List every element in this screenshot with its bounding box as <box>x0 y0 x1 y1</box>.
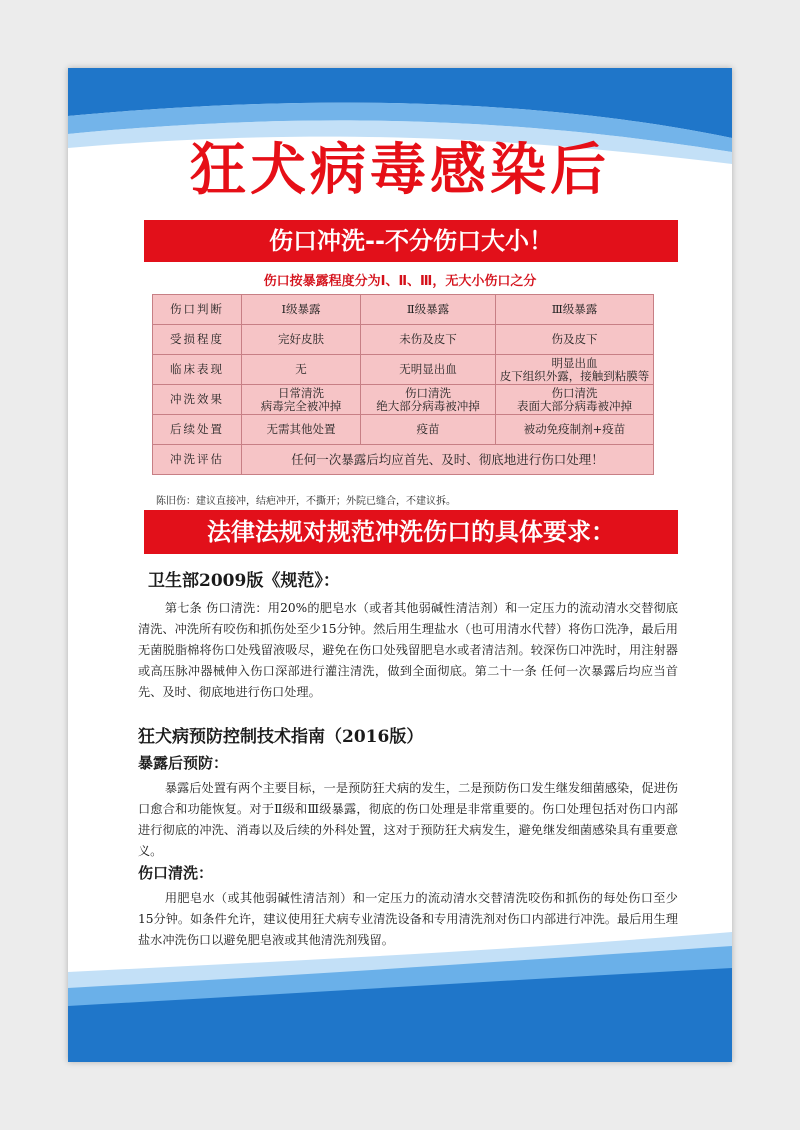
table-row-label: 冲洗评估 <box>153 445 242 475</box>
table-header-cell: Ⅰ级暴露 <box>242 295 361 325</box>
exposure-table <box>152 294 654 475</box>
table-header-cell: 伤口判断 <box>153 295 242 325</box>
section2-body2: 用肥皂水（或其他弱碱性清洁剂）和一定压力的流动清水交替清洗咬伤和抓伤的每处伤口至少15分钟。如条件允许，建议使用狂犬病专业清洗设备和专用清洗剂对伤口内部进行冲洗。最后用生理盐水冲洗伤口以避免肥皂液或其他清洗剂残留。 <box>138 891 678 947</box>
table-row-label: 受损程度 <box>153 325 242 355</box>
section2-sub2: 伤口清洗： <box>138 864 214 882</box>
table-cell-line: 日常清洗 <box>278 385 324 400</box>
table-cell: 未伤及皮下 <box>361 325 496 355</box>
table-cell-line: 皮下组织外露，接触到粘膜等 <box>499 368 650 383</box>
table-header-cell: Ⅱ级暴露 <box>361 295 496 325</box>
table-row <box>153 445 654 475</box>
section1-heading: 卫生部2009版《规范》： <box>148 571 340 591</box>
section2-body1: 暴露后处置有两个主要目标，一是预防狂犬病的发生，二是预防伤口发生继发细菌感染，促进伤口愈合和功能恢复。对于Ⅱ级和Ⅲ级暴露，彻底的伤口处理是非常重要的。伤口处理包括对伤口内部进行彻底的冲洗、消毒以及后续的外科处置，这对于预防狂犬病发生，避免继发细菌感染具有重要意义。 <box>138 781 678 858</box>
table-row-label: 冲洗效果 <box>153 385 242 415</box>
section2-heading: 狂犬病预防控制技术指南（2016版） <box>138 727 424 747</box>
table-cell-line: 绝大部分病毒被冲掉 <box>376 398 480 413</box>
table-cell: 被动免疫制剂+疫苗 <box>496 415 654 445</box>
table-cell: 伤及皮下 <box>496 325 654 355</box>
table-cell: 疫苗 <box>361 415 496 445</box>
table-row <box>153 325 654 355</box>
table-cell <box>242 385 361 415</box>
table-cell-line: 病毒完全被冲掉 <box>260 398 342 413</box>
section1-body: 第七条 伤口清洗：用20%的肥皂水（或者其他弱碱性清洁剂）和一定压力的流动清水交替彻底清洗、冲洗所有咬伤和抓伤处至少15分钟。然后用生理盐水（也可用清水代替）将伤口洗净，最后用无菌脱脂棉将伤口处残留液吸尽，避免在伤口处残留肥皂水或者清洁剂。较深伤口冲洗时，用注射器或高压脉冲器械伸入伤口深部进行灌注清洗，做到全面彻底。第二十一条 任何一次暴露后均应当首先、及时、彻底地进行伤口处理。 <box>138 601 678 699</box>
table-row-label: 后续处置 <box>153 415 242 445</box>
table-cell <box>496 385 654 415</box>
table-row <box>153 355 654 385</box>
table-row <box>153 385 654 415</box>
table-header-row <box>153 295 654 325</box>
table-cell <box>496 355 654 385</box>
banner-wound-wash: 伤口冲洗--不分伤口大小！ <box>144 220 678 262</box>
poster-title: 狂犬病毒感染后 <box>190 138 610 203</box>
table-cell: 完好皮肤 <box>242 325 361 355</box>
table-row-label: 临床表现 <box>153 355 242 385</box>
exposure-grade-note: 伤口按暴露程度分为Ⅰ、Ⅱ、Ⅲ，无大小伤口之分 <box>263 274 537 289</box>
table-cell: 无 <box>242 355 361 385</box>
section2-sub1: 暴露后预防： <box>138 754 229 772</box>
poster <box>68 68 732 1062</box>
table-cell: 无需其他处置 <box>242 415 361 445</box>
table-cell-line: 伤口清洗 <box>551 385 598 400</box>
table-row <box>153 415 654 445</box>
table-cell-line: 表面大部分病毒被冲掉 <box>517 398 632 413</box>
table-cell-line: 明显出血 <box>551 355 598 370</box>
old-wound-note: 陈旧伤：建议直接冲，结疤冲开，不撕开；外院已缝合，不建议拆。 <box>156 496 456 507</box>
table-cell-line: 伤口清洗 <box>405 385 451 400</box>
banner-regulations: 法律法规对规范冲洗伤口的具体要求： <box>144 510 678 554</box>
table-cell-merged: 任何一次暴露后均应首先、及时、彻底地进行伤口处理！ <box>242 445 654 475</box>
table-header-cell: Ⅲ级暴露 <box>496 295 654 325</box>
table-cell: 无明显出血 <box>361 355 496 385</box>
table-cell <box>361 385 496 415</box>
bottom-wave-decoration <box>68 932 732 1062</box>
